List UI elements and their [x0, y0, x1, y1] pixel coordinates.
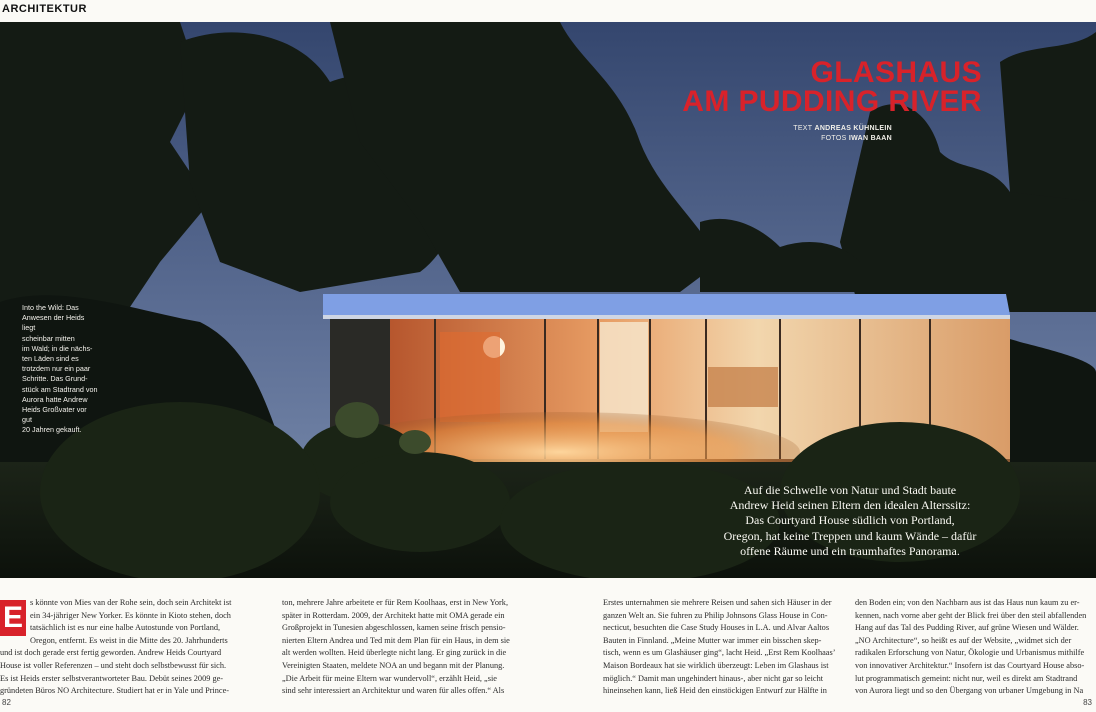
photo-credit-label: FOTOS: [821, 135, 847, 142]
body-line: ton, mehrere Jahre arbeitete er für Rem Koolhaas, erst in New York,: [282, 598, 509, 607]
body-line: Oregon, entfernt. Es weist in die Mitte des 20. Jahrhunderts: [30, 635, 228, 645]
text-credit: [793, 124, 892, 134]
body-line: Maison Bordeaux hat sie wirklich überzeugt: Leben im Glashaus ist: [603, 660, 829, 670]
body-line: radikalen Erforschung von Natur, Ökologie und Urbanismus mithilfe: [855, 648, 1085, 658]
body-line: Vereinigten Staaten, meldete NOA an und begann mit der Planung.: [282, 660, 505, 670]
body-line: Hang auf das Tal des Pudding River, auf grüne Wiesen und Wälder.: [855, 623, 1079, 633]
text-credit-name: ANDREAS KÜHNLEIN: [814, 125, 892, 132]
text-column-4: [855, 597, 1096, 698]
drop-cap: E: [0, 600, 26, 636]
title-line-2: AM PUDDING RIVER: [682, 85, 982, 118]
body-line: s könnte von Mies van der Rohe sein, doch sein Architekt ist: [30, 598, 232, 607]
text-column-1: [0, 597, 270, 698]
body-line: hineinsehen kann, ließ Heid den einstöckigen Entwurf zur Hälfte in: [603, 686, 827, 696]
body-line: alt werden wollten. Heid überlegte nicht lang. Er ging zurück in die: [282, 648, 507, 658]
body-line: gründeten Büros NO Architecture. Studiert hat er in Yale und Prince-: [0, 686, 230, 696]
body-line: den Boden ein; von den Nachbarn aus ist das Haus nun kaum zu er-: [855, 598, 1080, 607]
body-line: ein 34-jähriger New Yorker. Es könnte in Kioto stehen, doch: [30, 610, 231, 620]
body-line: nierten Eltern Andrea und Ted mit dem Plan für ein Haus, in dem sie: [282, 635, 510, 645]
body-line: Es ist Heids erster selbstverantworteter Bau. Debüt seines 2009 ge-: [0, 673, 224, 683]
section-label: ARCHITEKTUR: [2, 3, 87, 15]
page-number-right: 83: [1083, 698, 1092, 707]
body-line: Bauten in Finnland. „Meine Mutter war immer ein bisschen skep-: [603, 635, 822, 645]
body-line: „Die Arbeit für meine Eltern war wundervoll“, erzählt Heid, „sie: [282, 673, 497, 683]
body-line: von Aurora liegt und so den Übergang von urbaner Umgebung in Na: [855, 686, 1084, 696]
photo-caption: Into the Wild: Das Anwesen der Heids liegt scheinbar mitten im Wald; in die nächs- ten Läden sind es trotzdem nur ein paar Schritte. Das Grund- stück am Stadtrand von Aurora hatte Andrew Heids Großvater vor gut 20 Jahren gekauft.: [22, 303, 98, 435]
body-line: möglich.“ Damit man ungehindert hinaus-, aber nicht gar so leicht: [603, 673, 824, 683]
photo-credit-name: IWAN BAAN: [848, 135, 892, 142]
body-line: und ist doch gerade erst fertig geworden. Andrew Heids Courtyard: [0, 648, 222, 658]
title-line-1: GLASHAUS: [810, 56, 982, 89]
body-line: ganzen Welt an. Sie fuhren zu Philip Johnsons Glass House in Con-: [603, 610, 828, 620]
text-credit-label: TEXT: [793, 125, 813, 132]
body-line: kennen, nach vorne aber geht der Blick frei über den steil abfallenden: [855, 610, 1087, 620]
body-line: necticut, besuchten die Case Study Houses in L.A. und Alvar Aaltos: [603, 623, 830, 633]
body-line: sind sehr interessiert an Architektur und waren für alles offen.“ Als: [282, 686, 505, 696]
text-column-2: [282, 597, 526, 698]
body-line: tatsächlich ist es nur eine halbe Autostunde von Portland,: [30, 623, 221, 633]
body-line: von innovativer Architektur.“ Insofern ist das Courtyard House abso-: [855, 660, 1085, 670]
body-line: Erstes unternahmen sie mehrere Reisen und sahen sich Häuser in der: [603, 598, 832, 607]
body-line: Großprojekt in Tunesien abgeschlossen, kamen seine frisch pensio-: [282, 623, 506, 633]
text-column-3: [603, 597, 845, 698]
photo-credit: [793, 134, 892, 144]
body-line: später in Rotterdam. 2009, der Architekt hatte mit OMA gerade ein: [282, 610, 505, 620]
article-credits: [793, 124, 892, 144]
body-line: House ist voller Referenzen – und steht doch selbstbewusst für sich.: [0, 660, 227, 670]
page-number-left: 82: [2, 698, 11, 707]
body-line: lut programmatisch gemeint: nicht nur, weil es direkt am Stadtrand: [855, 673, 1078, 683]
body-line: „NO Architecture“, so heißt es auf der Website, „widmet sich der: [855, 635, 1072, 645]
article-title: [682, 58, 982, 116]
lead-paragraph: Auf die Schwelle von Natur und Stadt baute Andrew Heid seinen Eltern den idealen Alterssitz: Das Courtyard House südlich von Portland, Oregon, hat keine Treppen und kaum Wände – dafür offene Räume und ein traumhaftes Panorama.: [723, 483, 977, 558]
body-line: tisch, wenn es um Glashäuser ging“, lacht Heid. „Erst Rem Koolhaas’: [603, 648, 836, 658]
